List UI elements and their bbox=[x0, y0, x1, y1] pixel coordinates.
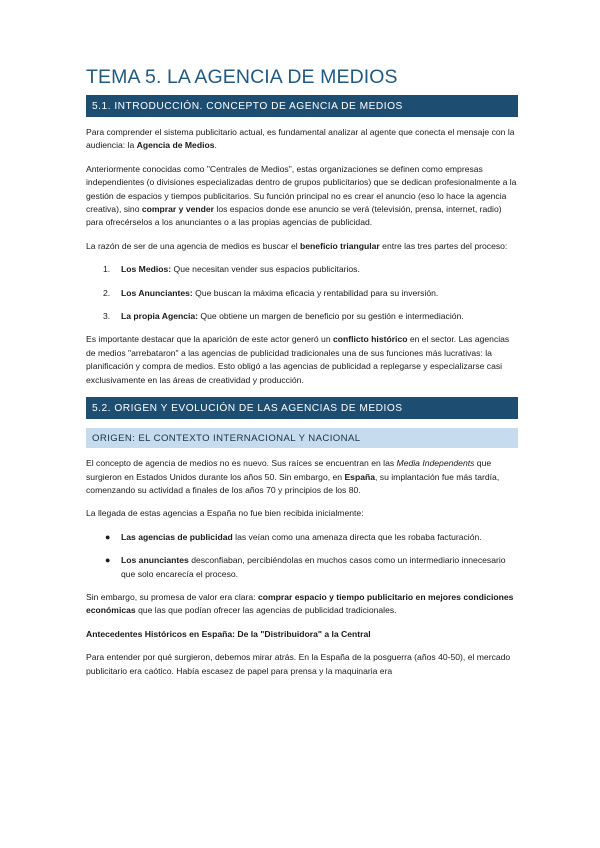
section-heading-5-1: 5.1. INTRODUCCIÓN. CONCEPTO DE AGENCIA DE MEDIOS bbox=[86, 95, 518, 117]
list-item: 1. Los Medios: Que necesitan vender sus espacios publicitarios. bbox=[86, 263, 518, 276]
subheading: Antecedentes Históricos en España: De la "Distribuidora" a la Central bbox=[86, 628, 371, 639]
list-item: 2. Los Anunciantes: Que buscan la máxima eficacia y rentabilidad para su inversión. bbox=[86, 287, 518, 300]
numbered-list bbox=[86, 263, 518, 323]
section-heading-5-2: 5.2. ORIGEN Y EVOLUCIÓN DE LAS AGENCIAS DE MEDIOS bbox=[86, 397, 518, 419]
paragraph: La llegada de estas agencias a España no fue bien recibida inicialmente: bbox=[86, 508, 364, 519]
paragraph: Anteriormente conocidas como "Centrales de Medios", estas organizaciones se definen como empresas independientes (o divisiones especializadas dentro de grupos publicitarios) que se dedican profesionalmente a la gestión de espacios y tiempos publicitarios. Su función principal no es crear el anuncio (eso lo hace la agencia creativa), sino comprar y vender los espacios donde ese anuncio se verá (televisión, prensa, internet, radio) para ofrecérselos a los anunciantes o a las propias agencias de publicidad. bbox=[86, 163, 517, 228]
subsection-heading: ORIGEN: EL CONTEXTO INTERNACIONAL Y NACIONAL bbox=[86, 428, 518, 448]
list-number: 3. bbox=[103, 311, 111, 322]
list-number: 2. bbox=[103, 287, 111, 298]
paragraph: Para comprender el sistema publicitario actual, es fundamental analizar al agente que conecta el mensaje con la audiencia: la Agencia de Medios. bbox=[86, 127, 515, 151]
list-item: 3. La propia Agencia: Que obtiene un margen de beneficio por su gestión e intermediación. bbox=[86, 310, 518, 323]
paragraph: Sin embargo, su promesa de valor era clara: comprar espacio y tiempo publicitario en mejores condiciones económicas que las que podían ofrecer las agencias de publicidad tradicionales. bbox=[86, 591, 514, 616]
paragraph: El concepto de agencia de medios no es nuevo. Sus raíces se encuentran en las Media Independents que surgieron en Estados Unidos durante los años 50. Sin embargo, en España, su implantación fue más tardía, comenzando su actividad a finales de los años 70 y principios de los 80. bbox=[86, 458, 500, 495]
document-page bbox=[86, 66, 518, 688]
list-number: 1. bbox=[103, 264, 111, 275]
list-item: ● Las agencias de publicidad las veían como una amenaza directa que les robaba facturación. bbox=[86, 531, 518, 544]
bullet-icon: ● bbox=[105, 555, 111, 566]
page-title: TEMA 5. LA AGENCIA DE MEDIOS bbox=[86, 66, 398, 88]
bullet-list bbox=[86, 531, 518, 581]
bullet-icon: ● bbox=[105, 531, 111, 542]
paragraph: La razón de ser de una agencia de medios es buscar el beneficio triangular entre las tres partes del proceso: bbox=[86, 240, 508, 251]
paragraph: Para entender por qué surgieron, debemos mirar atrás. En la España de la posguerra (años 40-50), el mercado publicitario era caótico. Había escasez de papel para prensa y la maquinaria era bbox=[86, 652, 511, 676]
paragraph: Es importante destacar que la aparición de este actor generó un conflicto histórico en el sector. Las agencias de medios "arrebataron" a las agencias de publicidad tradicionales una de sus funciones más lucrativas: la planificación y compra de medios. Esto obligó a las agencias de publicidad a replegarse y especializarse casi exclusivamente en las áreas de creatividad y producción. bbox=[86, 334, 510, 385]
list-item: ● Los anunciantes desconfiaban, percibiéndolas en muchos casos como un intermediario innecesario que solo encarecía el proceso. bbox=[105, 555, 506, 579]
